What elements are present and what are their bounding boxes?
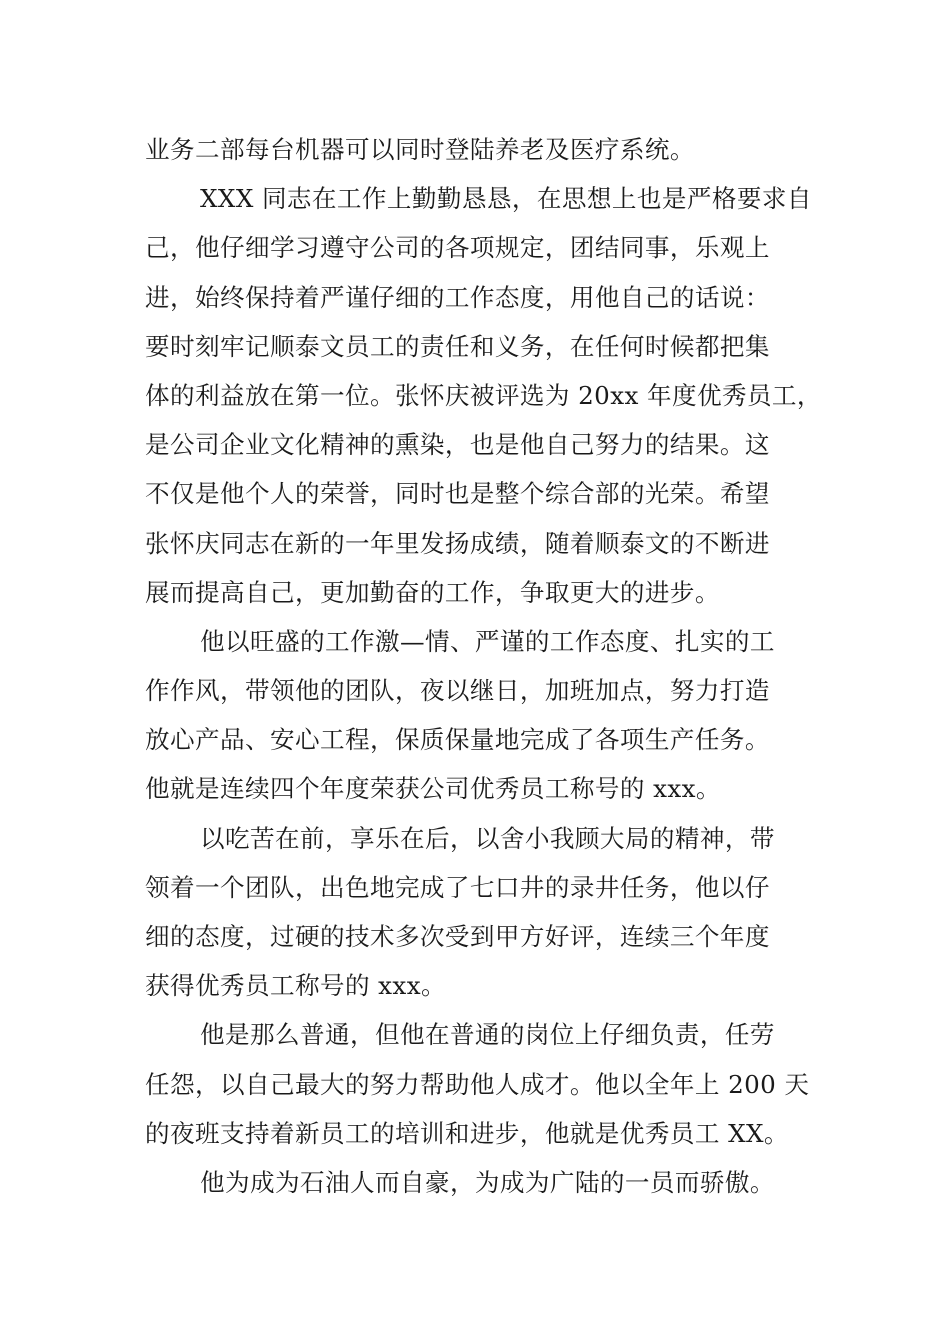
- text-line: 他为成为石油人而自豪，为成为广陆的一员而骄傲。: [200, 1167, 775, 1197]
- text-line: 体的利益放在第一位。张怀庆被评选为 20xx 年度优秀员工，: [145, 380, 822, 410]
- text-line: 细的态度，过硬的技术多次受到甲方好评，连续三个年度: [145, 922, 770, 951]
- text-line: 任怨，以自己最大的努力帮助他人成才。他以全年上 200 天: [145, 1069, 810, 1099]
- text-line: 要时刻牢记顺泰文员工的责任和义务，在任何时候都把集: [145, 331, 770, 361]
- text-line: 他是那么普通，但他在普通的岗位上仔细负责，任劳: [200, 1020, 775, 1050]
- text-line: 进，始终保持着严谨仔细的工作态度，用他自己的话说：: [145, 282, 770, 312]
- text-line: 业务二部每台机器可以同时登陆养老及医疗系统。: [145, 135, 695, 164]
- text-line: 展而提高自己，更加勤奋的工作，争取更大的进步。: [145, 577, 720, 607]
- text-line: 领着一个团队，出色地完成了七口井的录井任务，他以仔: [145, 872, 770, 902]
- text-line: 的夜班支持着新员工的培训和进步，他就是优秀员工 XX。: [145, 1118, 789, 1148]
- document-body: [145, 125, 822, 1207]
- text-line: 己，他仔细学习遵守公司的各项规定，团结同事，乐观上: [145, 233, 770, 263]
- text-line: 放心产品、安心工程，保质保量地完成了各项生产任务。: [145, 725, 770, 755]
- text-line: 他以旺盛的工作激—情、严谨的工作态度、扎实的工: [200, 626, 775, 656]
- text-line: XXX 同志在工作上勤勤恳恳，在思想上也是严格要求自: [200, 184, 812, 214]
- text-line: 张怀庆同志在新的一年里发扬成绩，随着顺泰文的不断进: [145, 528, 770, 558]
- text-line: 获得优秀员工称号的 xxx。: [145, 971, 446, 1001]
- text-line: 不仅是他个人的荣誉，同时也是整个综合部的光荣。希望: [145, 479, 770, 509]
- text-line: 是公司企业文化精神的熏染，也是他自己努力的结果。这: [145, 430, 770, 460]
- text-line: 以吃苦在前，享乐在后，以舍小我顾大局的精神，带: [200, 823, 775, 853]
- text-line: 作作风，带领他的团队，夜以继日，加班加点，努力打造: [145, 676, 770, 706]
- text-line: 他就是连续四个年度荣获公司优秀员工称号的 xxx。: [145, 774, 721, 804]
